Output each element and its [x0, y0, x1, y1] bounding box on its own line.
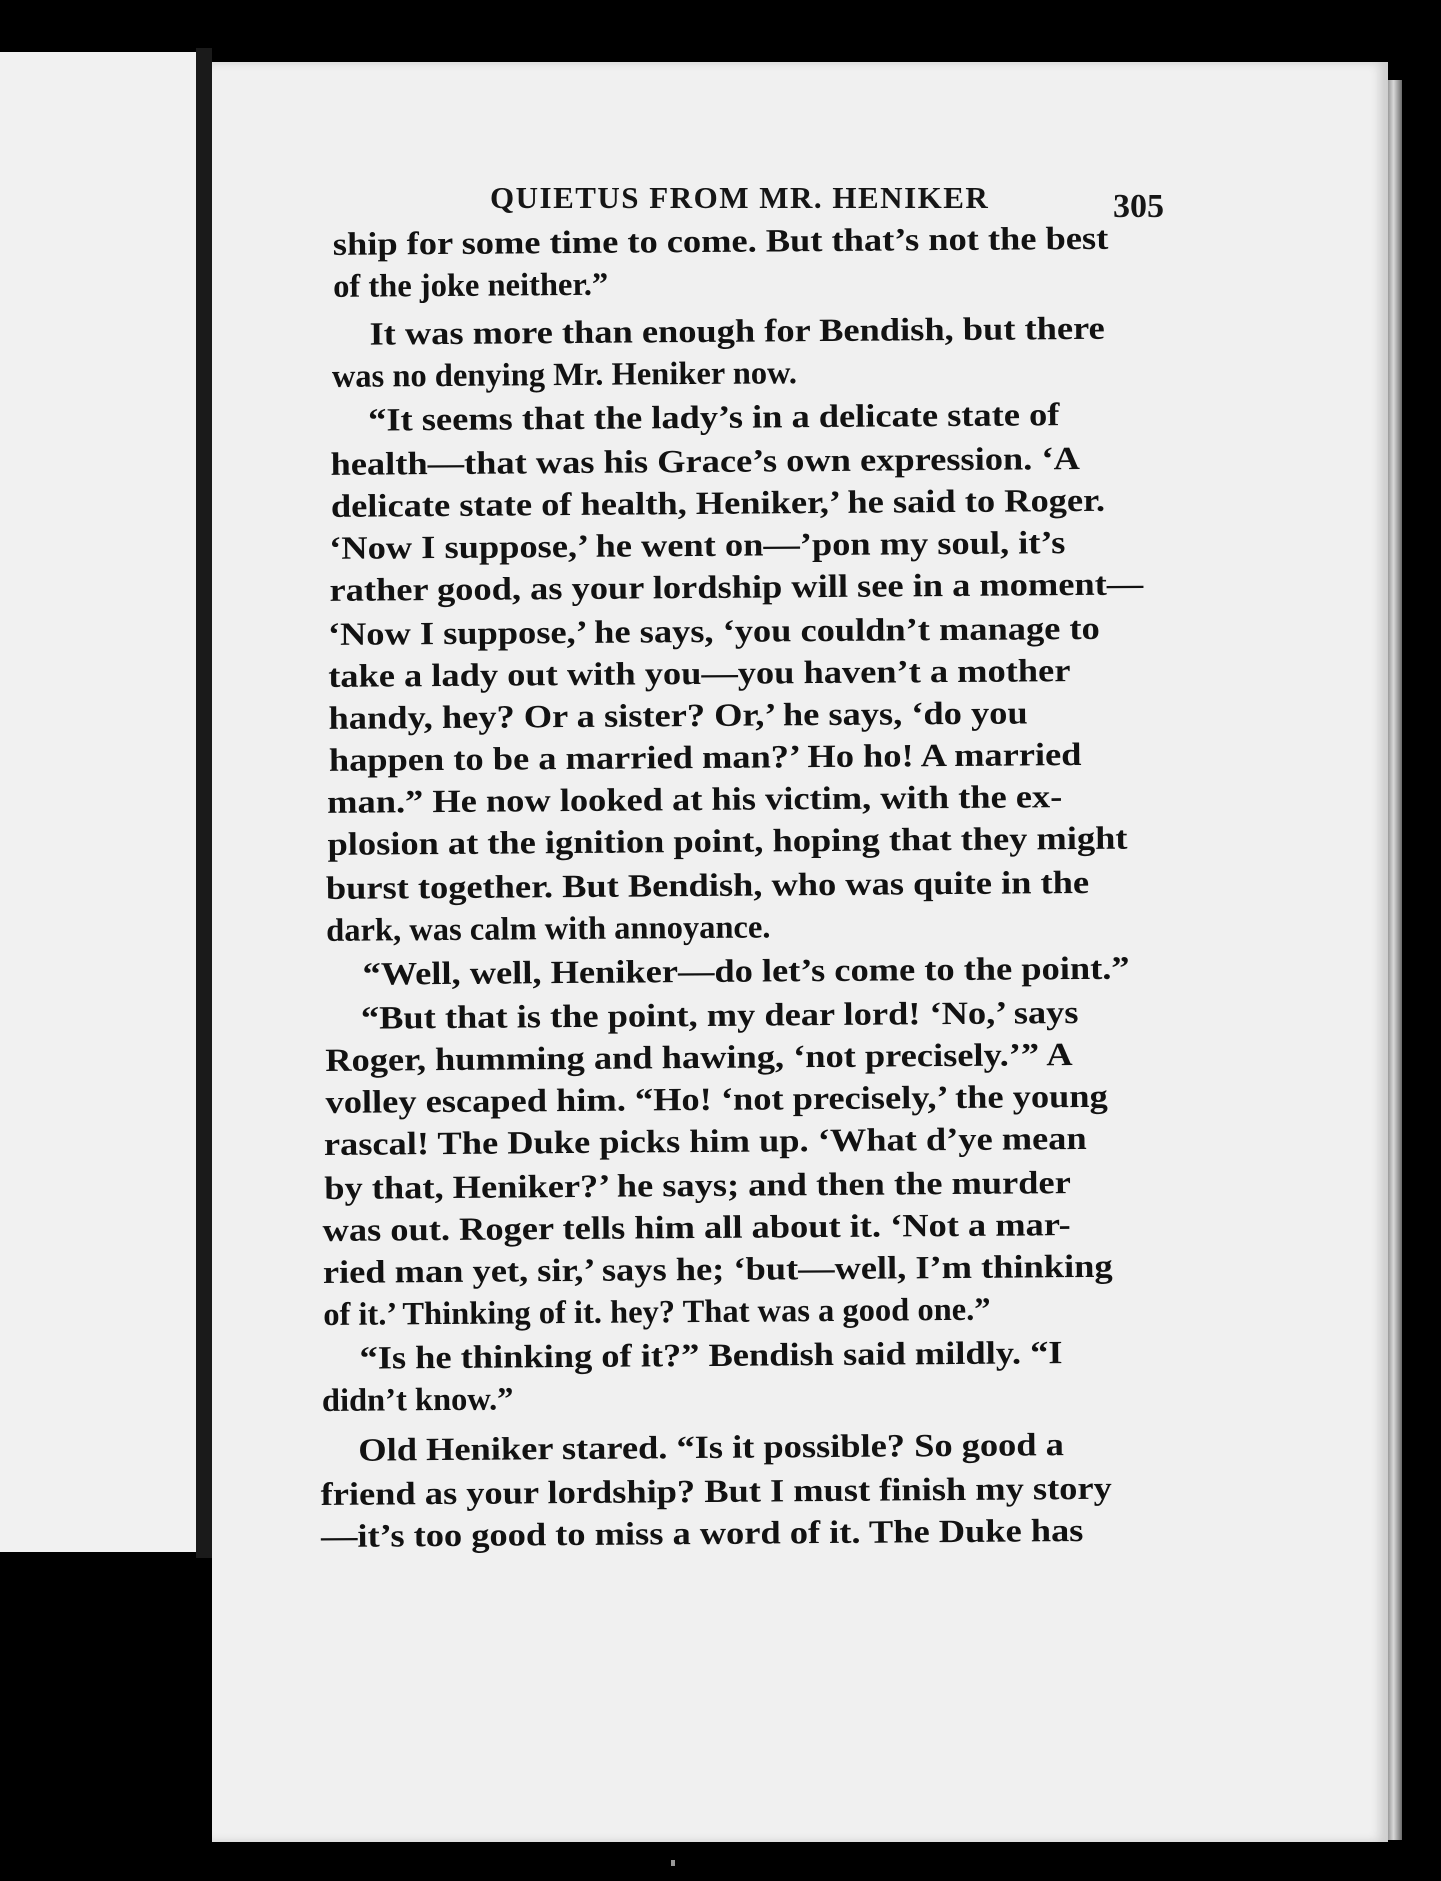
text-line: rascal! The Duke picks him up. ‘What d’ye mean [323, 1120, 1087, 1163]
text-line: was no denying Mr. Heniker now. [331, 355, 798, 395]
left-facing-page [0, 52, 196, 1552]
text-line: ‘Now I suppose,’ he says, ‘you couldn’t manage to [327, 610, 1100, 653]
text-line: health—that was his Grace’s own expression. ‘A [330, 441, 1080, 483]
book-gutter [196, 48, 212, 1558]
text-line: ‘Now I suppose,’ he went on—’pon my soul, it’s [329, 525, 1066, 567]
text-line: friend as your lordship? But I must finish my story [320, 1470, 1112, 1513]
text-line: of the joke neither.” [333, 266, 609, 305]
text-line: rather good, as your lordship will see in a moment— [329, 566, 1144, 609]
text-line: dark, was calm with annoyance. [326, 909, 771, 949]
text-line: happen to be a married man?’ Ho ho! A married [328, 737, 1082, 779]
text-line: take a lady out with you—you haven’t a mother [328, 653, 1071, 695]
text-line: —it’s too good to miss a word of it. The Duke has [320, 1513, 1084, 1555]
page-edge [1388, 80, 1402, 1840]
text-line: burst together. But Bendish, who was quite in the [325, 864, 1090, 907]
text-line: man.” He now looked at his victim, with the ex- [327, 779, 1063, 821]
text-line: “Well, well, Heniker—do let’s come to the point.” [362, 950, 1130, 993]
text-line: didn’t know.” [321, 1381, 514, 1419]
text-line: “It seems that the lady’s in a delicate state of [368, 397, 1060, 439]
text-line: ried man yet, sir,’ says he; ‘but—well, I’m thinking [322, 1248, 1113, 1291]
text-line: Old Heniker stared. “Is it possible? So good a [358, 1427, 1064, 1469]
text-line: volley escaped him. “Ho! ‘not precisely,’ the young [325, 1078, 1108, 1121]
text-line: “Is he thinking of it?” Bendish said mildly. “I [359, 1335, 1063, 1377]
text-line: plosion at the ignition point, hoping that they might [327, 820, 1128, 863]
running-head: QUIETUS FROM MR. HENIKER [490, 180, 990, 215]
page-number: 305 [1113, 188, 1164, 225]
text-line: delicate state of health, Heniker,’ he said to Roger. [330, 482, 1106, 525]
text-line: by that, Heniker?’ he says; and then the murder [324, 1165, 1071, 1207]
text-line: was out. Roger tells him all about it. ‘Not a mar- [322, 1207, 1071, 1249]
text-line: ship for some time to come. But that’s not the best [332, 220, 1109, 263]
text-line: Roger, humming and hawing, ‘not precisely.’” A [325, 1037, 1073, 1079]
text-line: It was more than enough for Bendish, but there [369, 310, 1105, 353]
text-line: of it.’ Thinking of it. hey? That was a good one.” [323, 1291, 991, 1333]
scan-mark [671, 1860, 675, 1866]
text-line: handy, hey? Or a sister? Or,’ he says, ‘do you [328, 695, 1028, 737]
text-line: “But that is the point, my dear lord! ‘No,’ says [360, 995, 1079, 1037]
